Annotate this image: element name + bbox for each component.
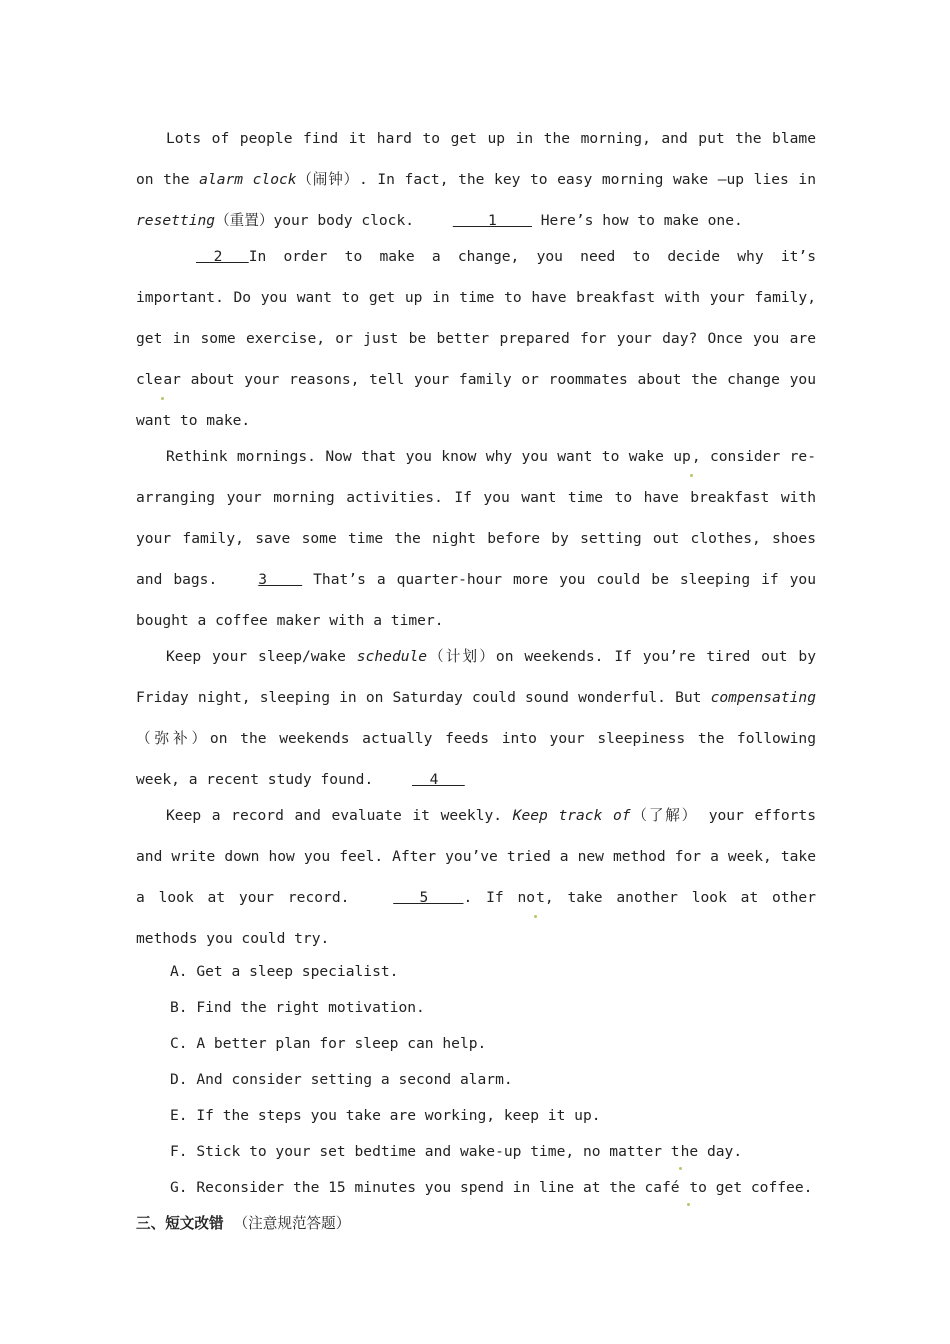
speck-mark bbox=[161, 397, 164, 400]
p3-text-1: Rethink mornings. Now that you know why you want to wake up bbox=[166, 448, 691, 465]
option-d: D. And consider setting a second alarm. bbox=[170, 1071, 513, 1088]
speck-mark bbox=[687, 1203, 690, 1206]
option-e: E. If the steps you take are working, keep it up. bbox=[170, 1107, 601, 1124]
option-b: B. Find the right motivation. bbox=[170, 999, 425, 1016]
option-g-text-1: G. Reconsider the 15 minutes you spend in line at the café bbox=[170, 1179, 689, 1196]
p1-text-2: （闹钟）. In fact, the key to easy morning wake –up lies in bbox=[296, 171, 816, 188]
blank-2: 2 bbox=[196, 248, 249, 265]
speck-mark bbox=[534, 915, 537, 918]
p4-text-1: Keep your sleep/wake bbox=[166, 648, 357, 665]
blank-4: 4 bbox=[412, 771, 465, 788]
term-keep-track-of: Keep track of bbox=[512, 807, 631, 824]
p1-text-1: Lots of people find it hard to get up in the morning, and put the blame on the bbox=[136, 130, 816, 188]
term-compensating: compensating bbox=[710, 689, 816, 706]
p2-text-1: In order to make a change, you need to decide why it’s important. Do you want to get up in time to have breakfast with your family, get in some exercise, or just be better prepared for your day? Once you are cle bbox=[136, 248, 816, 388]
option-f bbox=[170, 1134, 816, 1170]
option-f-text-1: F. Stick to your set bedtime and wake-up time, no matter t bbox=[170, 1143, 680, 1160]
p4-text-2: （计划）on weekends. If you’re tired out by Friday night, sleeping in on Saturday could sound wonderful. But bbox=[136, 648, 816, 706]
term-schedule: schedule bbox=[356, 648, 428, 665]
section-title: 三、短文改错 bbox=[136, 1215, 224, 1232]
p1-text-3: （重置）your body clock. bbox=[215, 212, 423, 229]
paragraph-1 bbox=[136, 118, 816, 241]
blank-1: 1 bbox=[452, 212, 532, 229]
paragraph-2 bbox=[136, 236, 816, 441]
p5-text-4: t, take another look at other methods you could try. bbox=[136, 889, 816, 947]
p3-text-2: , consider re-arranging your morning activities. If you want time to have breakfast with your family, save some time the night before by setting out clothes, shoes and bags. bbox=[136, 448, 816, 588]
p3-text-3: That’s a quarter-hour more you could be sleeping if you bought a coffee maker with a timer. bbox=[136, 571, 816, 629]
section-heading bbox=[136, 1206, 816, 1242]
term-resetting: resetting bbox=[136, 212, 216, 229]
paragraph-3 bbox=[136, 436, 816, 641]
p5-text-2: （了解） your efforts and write down how you feel. After you’ve tried a new method for a week, take a look at your record. bbox=[136, 807, 816, 906]
speck-mark bbox=[690, 474, 693, 477]
blank-5: 5 bbox=[393, 889, 464, 906]
passage bbox=[136, 118, 816, 1242]
term-alarm-clock: alarm clock bbox=[199, 171, 297, 188]
option-f-text-2: he day. bbox=[680, 1143, 743, 1160]
option-g-text-2: to get coffee. bbox=[689, 1179, 813, 1196]
answer-options bbox=[136, 954, 816, 1206]
blank-3: 3 bbox=[258, 571, 303, 588]
option-c: C. A better plan for sleep can help. bbox=[170, 1035, 487, 1052]
p1-text-4: Here’s how to make one. bbox=[531, 212, 743, 229]
p2-text-2: ar about your reasons, tell your family or roommates about the change you want to make. bbox=[136, 371, 816, 429]
option-a: A. Get a sleep specialist. bbox=[170, 963, 399, 980]
p4-text-3: （弥补）on the weekends actually feeds into your sleepiness the following week, a recent study found. bbox=[136, 730, 816, 788]
paragraph-4 bbox=[136, 636, 816, 800]
section-note: （注意规范答题） bbox=[233, 1215, 351, 1232]
p5-text-3: . If no bbox=[463, 889, 536, 906]
option-g bbox=[170, 1170, 816, 1206]
paragraph-5 bbox=[136, 795, 816, 959]
p5-text-1: Keep a record and evaluate it weekly. bbox=[166, 807, 513, 824]
